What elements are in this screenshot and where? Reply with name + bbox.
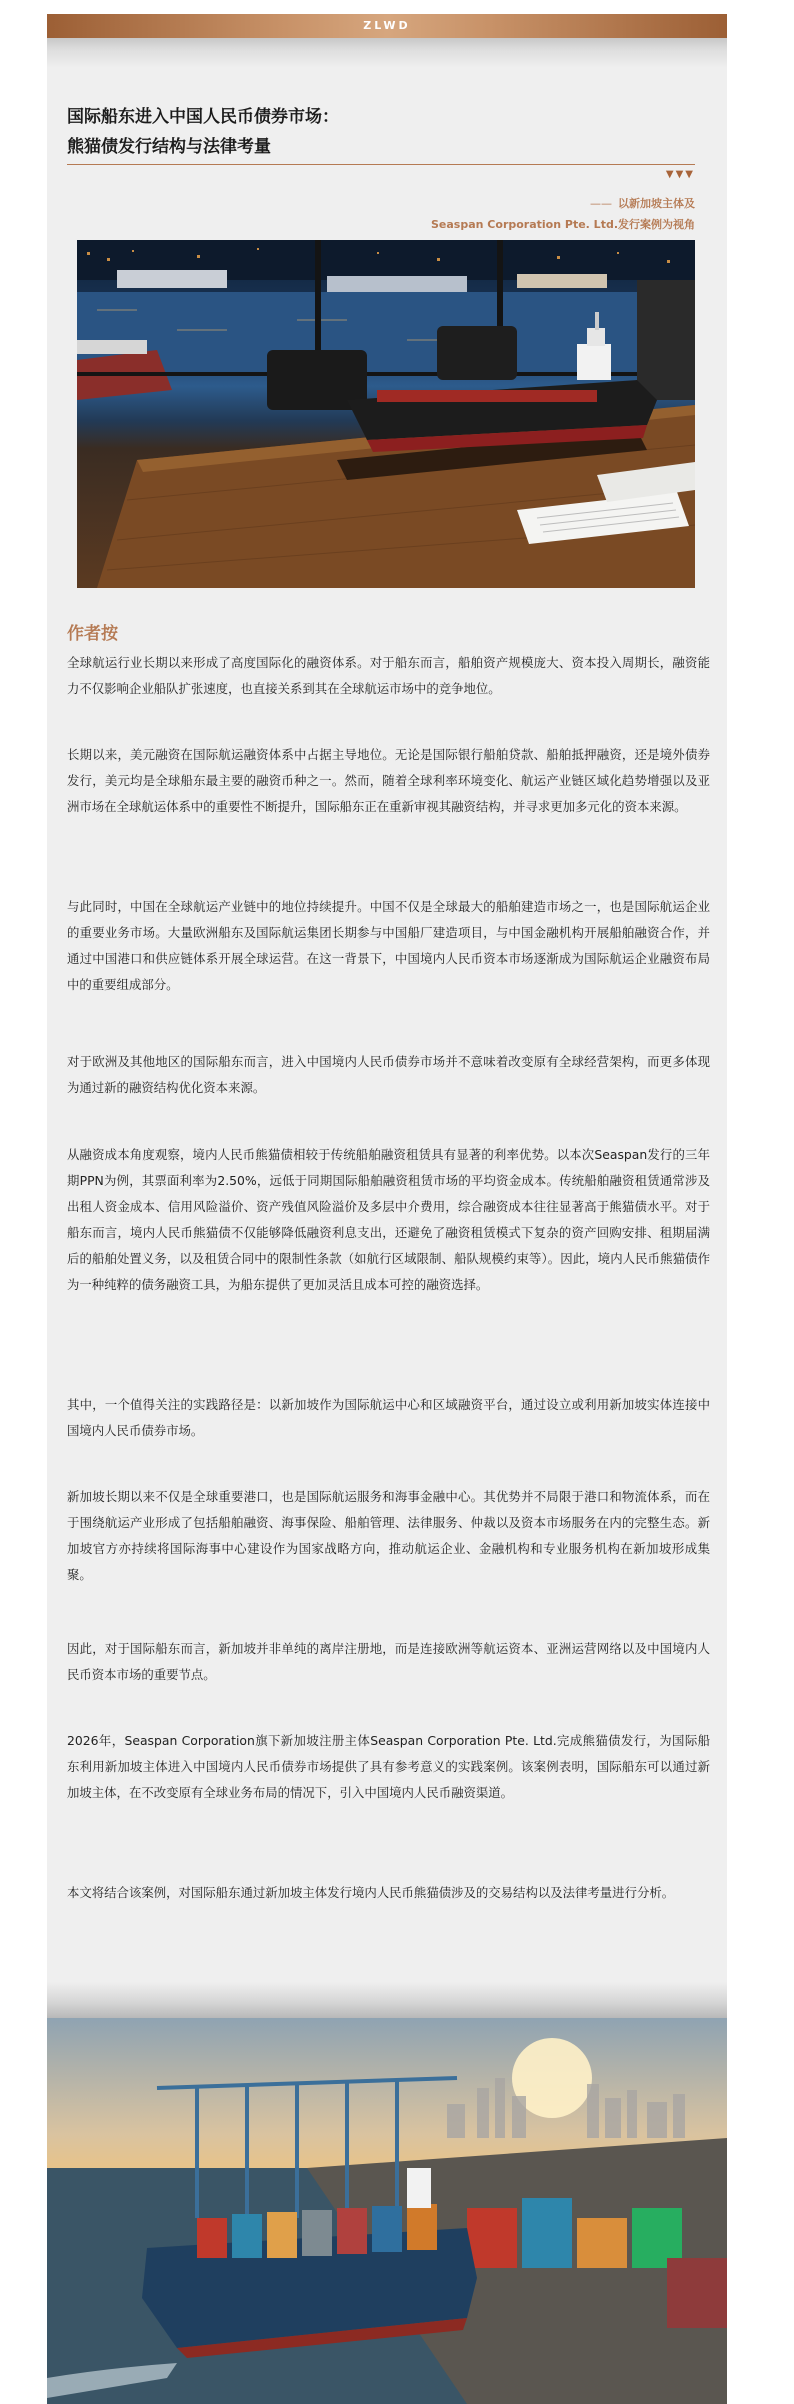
article-page xyxy=(47,14,727,2404)
paragraph-6: 其中，一个值得关注的实践路径是：以新加坡作为国际航运中心和区域融资平台，通过设立或利用新加坡实体连接中国境内人民币债券市场。 xyxy=(67,1397,710,1438)
paragraph-2: 长期以来，美元融资在国际航运融资体系中占据主导地位。无论是国际银行船舶贷款、船舶抵押融资，还是境外债券发行，美元均是全球船东最主要的融资币种之一。然而，随着全球利率环境变化、航运产业链区域化趋势增强以及亚洲市场在全球航运体系中的重要性不断提升，国际船东正在重新审视其融资结构，并寻求更加多元化的资本来源。 xyxy=(67,747,710,814)
decor-arrows: ▼▼▼ xyxy=(665,169,695,180)
author-note-heading: 作者按 xyxy=(67,624,118,644)
subtitle-line-2: Seaspan Corporation Pte. Ltd.发行案例为视角 xyxy=(431,218,695,231)
footer-shadow xyxy=(47,1982,727,2018)
paragraph-3: 与此同时，中国在全球航运产业链中的地位持续提升。中国不仅是全球最大的船舶建造市场之一，也是国际航运企业的重要业务市场。大量欧洲船东及国际航运集团长期参与中国船厂建造项目，与中国金融机构开展船舶融资合作，并通过中国港口和供应链体系开展全球运营。在这一背景下，中国境内人民币资本市场逐渐成为国际航运企业融资布局中的重要组成部分。 xyxy=(67,899,710,992)
title-line-1: 国际船东进入中国人民币债券市场： xyxy=(67,107,339,127)
paragraph-9: 2026年，Seaspan Corporation旗下新加坡注册主体Seaspan Corporation Pte. Ltd.完成熊猫债发行，为国际船东利用新加坡主体进入中国境内人民币债券市场提供了具有参考意义的实践案例。该案例表明，国际船东可以通过新加坡主体，在不改变原有全球业务布局的情况下，引入中国境内人民币融资渠道。 xyxy=(67,1733,710,1800)
container-port-illustration xyxy=(47,2018,727,2404)
header-shadow xyxy=(47,38,727,68)
paragraph-4: 对于欧洲及其他地区的国际船东而言，进入中国境内人民币债券市场并不意味着改变原有全球经营架构，而更多体现为通过新的融资结构优化资本来源。 xyxy=(67,1054,710,1095)
title-divider xyxy=(67,164,695,165)
ship-model-photo xyxy=(77,240,695,588)
paragraph-8: 因此，对于国际船东而言，新加坡并非单纯的离岸注册地，而是连接欧洲等航运资本、亚洲运营网络以及中国境内人民币资本市场的重要节点。 xyxy=(67,1641,710,1682)
header-bar xyxy=(47,14,727,38)
subtitle-text-1: 以新加坡主体及 xyxy=(618,197,695,210)
title-line-2: 熊猫债发行结构与法律考量 xyxy=(67,137,271,157)
ship-model-illustration xyxy=(77,240,695,588)
paragraph-10: 本文将结合该案例，对国际船东通过新加坡主体发行境内人民币熊猫债涉及的交易结构以及法律考量进行分析。 xyxy=(67,1885,675,1900)
brand-label: ZLWD xyxy=(363,19,411,32)
subtitle-dash: —— xyxy=(590,197,612,210)
subtitle-line-1 xyxy=(347,195,695,211)
paragraph-1: 全球航运行业长期以来形成了高度国际化的融资体系。对于船东而言，船舶资产规模庞大、资本投入周期长，融资能力不仅影响企业船队扩张速度，也直接关系到其在全球航运市场中的竞争地位。 xyxy=(67,655,710,696)
paragraph-7: 新加坡长期以来不仅是全球重要港口，也是国际航运服务和海事金融中心。其优势并不局限于港口和物流体系，而在于围绕航运产业形成了包括船舶融资、海事保险、船舶管理、法律服务、仲裁以及资本市场服务在内的完整生态。新加坡官方亦持续将国际海事中心建设作为国家战略方向，推动航运企业、金融机构和专业服务机构在新加坡形成集聚。 xyxy=(67,1489,710,1582)
paragraph-5: 从融资成本角度观察，境内人民币熊猫债相较于传统船舶融资租赁具有显著的利率优势。以本次Seaspan发行的三年期PPN为例，其票面利率为2.50%，远低于同期国际船舶融资租赁市场的平均资金成本。传统船舶融资租赁通常涉及出租人资金成本、信用风险溢价、资产残值风险溢价及多层中介费用，综合融资成本往往显著高于熊猫债水平。对于船东而言，境内人民币熊猫债不仅能够降低融资利息支出，还避免了融资租赁模式下复杂的资产回购安排、租期届满后的船舶处置义务，以及租赁合同中的限制性条款（如航行区域限制、船队规模约束等）。因此，境内人民币熊猫债作为一种纯粹的债务融资工具，为船东提供了更加灵活且成本可控的融资选择。 xyxy=(67,1147,710,1292)
article-title xyxy=(67,102,707,162)
container-port-photo xyxy=(47,2018,727,2404)
